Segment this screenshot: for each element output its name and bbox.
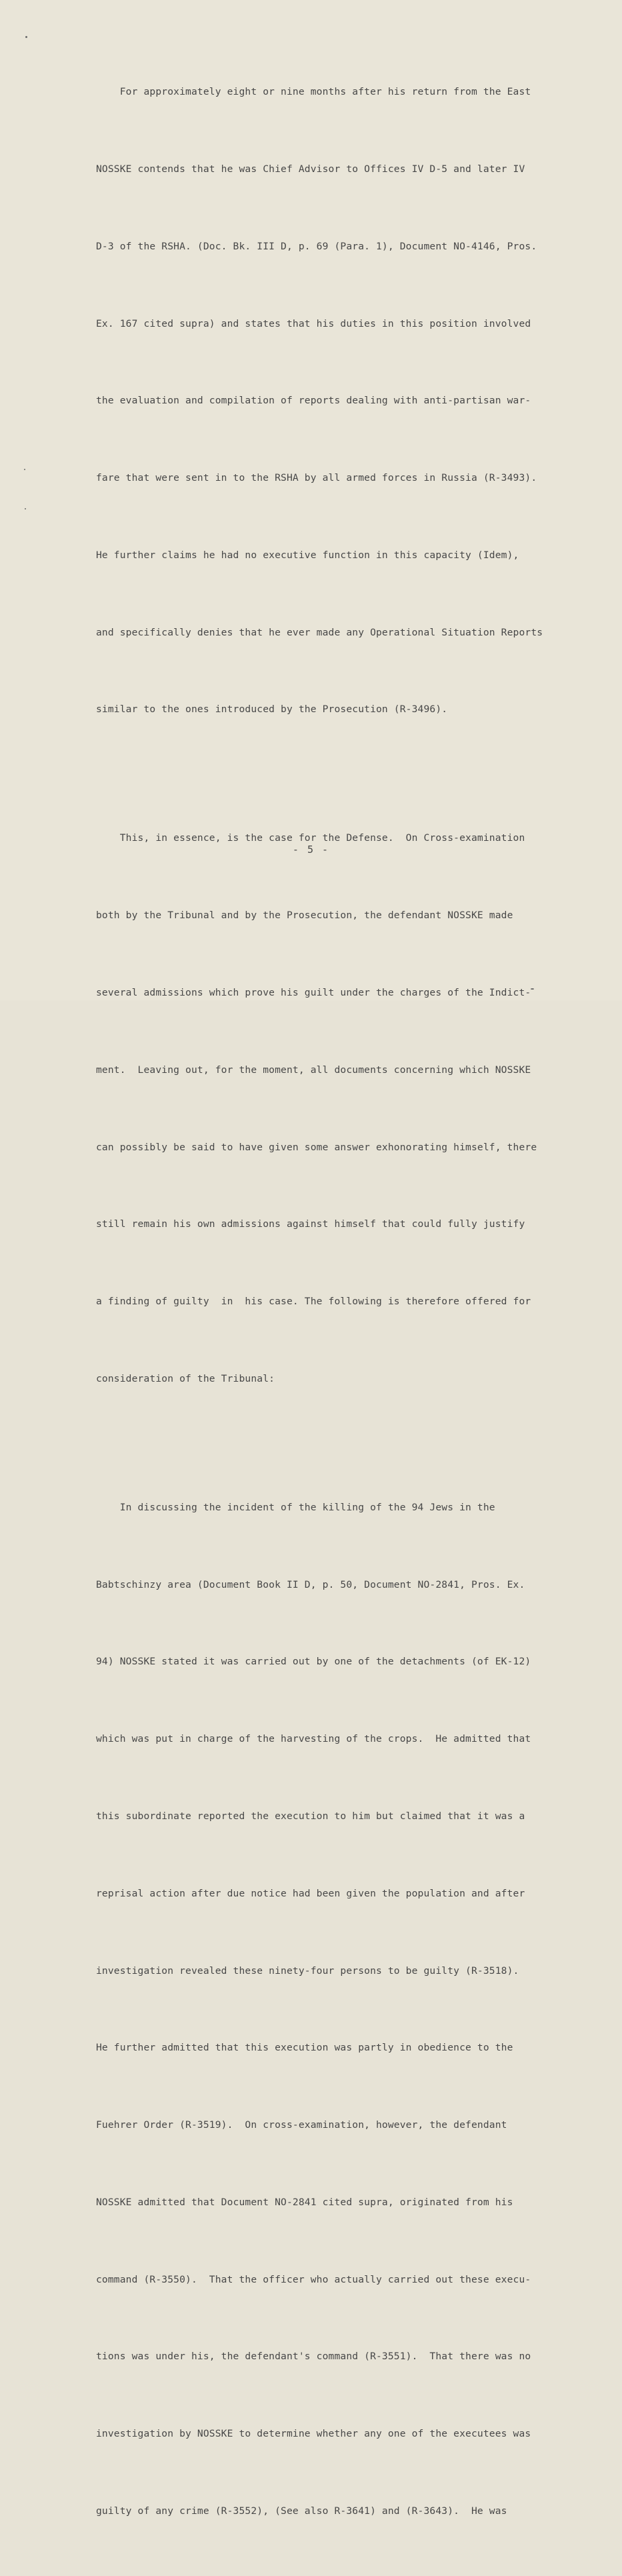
text-line: command (R-3550). That the officer who actually carried out these execu-	[96, 2273, 531, 2285]
paragraph-babtschinzy-incident	[96, 1444, 576, 2576]
text-line: which was put in charge of the harvesting of the crops. He admitted that	[96, 1733, 531, 1745]
text-line: the evaluation and compilation of reports dealing with anti-partisan war-	[96, 395, 531, 407]
text-line: investigation revealed these ninety-four persons to be guilty (R-3518).	[96, 1965, 519, 1977]
margin-speck-mark	[25, 36, 27, 38]
text-line: Fuehrer Order (R-3519). On cross-examination, however, the defendant	[96, 2119, 507, 2131]
text-line: reprisal action after due notice had been given the population and after	[96, 1887, 525, 1899]
paragraph-return-from-east	[96, 28, 576, 774]
text-line: this subordinate reported the execution to him but claimed that it was a	[96, 1810, 525, 1822]
page-number: - 5 -	[292, 844, 330, 856]
margin-speck-mark	[24, 469, 25, 470]
text-line: This, in essence, is the case for the Defense. On Cross-examination	[96, 832, 525, 844]
text-line: ment. Leaving out, for the moment, all documents concerning which NOSSKE	[96, 1064, 531, 1076]
text-line: He further claims he had no executive function in this capacity (Idem),	[96, 549, 519, 561]
typed-text-body	[96, 28, 576, 2576]
text-line: can possibly be said to have given some answer exhonorating himself, there	[96, 1141, 537, 1153]
margin-speck-mark	[531, 988, 534, 990]
text-line: For approximately eight or nine months after his return from the East	[96, 86, 531, 98]
text-line: consideration of the Tribunal:	[96, 1372, 275, 1384]
text-line: guilty of any crime (R-3552), (See also R-3641) and (R-3643). He was	[96, 2505, 507, 2517]
text-line: similar to the ones introduced by the Prosecution (R-3496).	[96, 704, 448, 716]
text-line: several admissions which prove his guilt under the charges of the Indict-	[96, 986, 531, 998]
text-line: Babtschinzy area (Document Book II D, p. 50, Document NO-2841, Pros. Ex.	[96, 1578, 525, 1590]
text-line: investigation by NOSSKE to determine whether any one of the executees was	[96, 2428, 531, 2440]
text-line: both by the Tribunal and by the Prosecution, the defendant NOSSKE made	[96, 910, 513, 922]
margin-speck-mark	[25, 508, 26, 509]
text-line: NOSSKE admitted that Document NO-2841 cited supra, originated from his	[96, 2196, 513, 2208]
text-line: NOSSKE contends that he was Chief Advisor to Offices IV D-5 and later IV	[96, 163, 525, 175]
text-line: tions was under his, the defendant's command (R-3551). That there was no	[96, 2351, 531, 2363]
text-line: still remain his own admissions against himself that could fully justify	[96, 1218, 525, 1230]
text-line: fare that were sent in to the RSHA by all armed forces in Russia (R-3493).	[96, 472, 537, 484]
text-line: a finding of guilty in his case. The following is therefore offered for	[96, 1296, 531, 1308]
text-line: He further admitted that this execution was partly in obedience to the	[96, 2042, 513, 2054]
text-line: and specifically denies that he ever made any Operational Situation Reports	[96, 626, 543, 638]
text-line: Ex. 167 cited supra) and states that his duties in this position involved	[96, 317, 531, 329]
text-line: 94) NOSSKE stated it was carried out by one of the detachments (of EK-12)	[96, 1656, 531, 1668]
text-line: D-3 of the RSHA. (Doc. Bk. III D, p. 69 (Para. 1), Document NO-4146, Pros.	[96, 240, 537, 252]
text-line: In discussing the incident of the killing of the 94 Jews in the	[96, 1501, 495, 1513]
paragraph-case-for-defense	[96, 774, 576, 1443]
